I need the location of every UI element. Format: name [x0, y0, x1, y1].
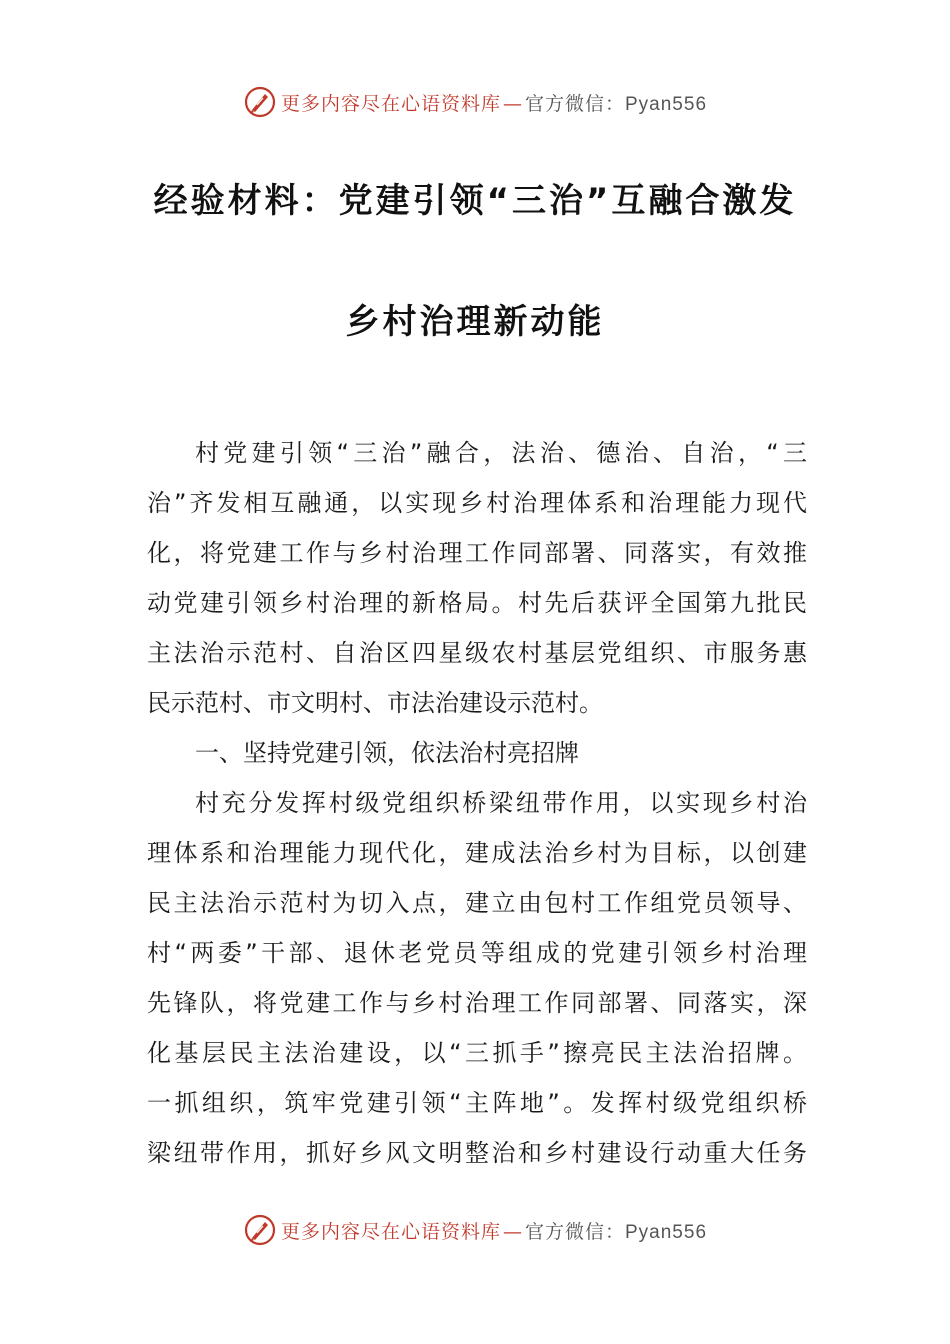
- watermark-banner-top: [0, 82, 950, 122]
- body-line: 理体系和治理能力现代化，建成法治乡村为目标，以创建: [147, 839, 807, 867]
- watermark-dash: —: [502, 92, 523, 115]
- section-heading: 一、坚持党建引领，依法治村亮招牌: [195, 739, 579, 767]
- document-title-line-1: 经验材料：党建引领“三治”互融合激发: [153, 181, 797, 221]
- quill-pen-logo-icon: [243, 85, 277, 119]
- body-line: 治”齐发相互融通，以实现乡村治理体系和治理能力现代: [147, 489, 807, 517]
- body-line: 民主法治示范村为切入点，建立由包村工作组党员领导、: [147, 889, 807, 917]
- body-line: 动党建引领乡村治理的新格局。村先后获评全国第九批民: [147, 589, 807, 617]
- watermark-text: [281, 89, 707, 116]
- document-title-line-2: 乡村治理新动能: [345, 302, 605, 342]
- watermark-wechat-id: Pyan556: [625, 93, 708, 115]
- watermark-official-label: 官方微信：: [524, 92, 625, 115]
- watermark-dash: —: [502, 1220, 523, 1243]
- watermark-brand: 更多内容尽在心语资料库: [280, 1220, 501, 1243]
- body-line: 民示范村、市文明村、市法治建设示范村。: [147, 689, 603, 717]
- document-body: [147, 428, 807, 1178]
- watermark-text: [281, 1217, 707, 1244]
- body-line: 化，将党建工作与乡村治理工作同部署、同落实，有效推: [147, 539, 807, 567]
- body-line: 化基层民主法治建设，以“三抓手”擦亮民主法治招牌。: [147, 1039, 807, 1067]
- watermark-wechat-id: Pyan556: [625, 1221, 708, 1243]
- watermark-brand: 更多内容尽在心语资料库: [280, 92, 501, 115]
- body-line: 村党建引领“三治”融合，法治、德治、自治，“三: [195, 439, 807, 467]
- body-line: 村“两委”干部、退休老党员等组成的党建引领乡村治理: [147, 939, 807, 967]
- body-line: 先锋队，将党建工作与乡村治理工作同部署、同落实，深: [147, 989, 807, 1017]
- body-line: 主法治示范村、自治区四星级农村基层党组织、市服务惠: [147, 639, 807, 667]
- body-line: 一抓组织，筑牢党建引领“主阵地”。发挥村级党组织桥: [147, 1089, 807, 1117]
- watermark-banner-bottom: [0, 1210, 950, 1250]
- body-line: 村充分发挥村级党组织桥梁纽带作用，以实现乡村治: [195, 789, 807, 817]
- quill-pen-logo-icon: [243, 1213, 277, 1247]
- watermark-official-label: 官方微信：: [524, 1220, 625, 1243]
- body-line: 梁纽带作用，抓好乡风文明整治和乡村建设行动重大任务: [147, 1139, 807, 1167]
